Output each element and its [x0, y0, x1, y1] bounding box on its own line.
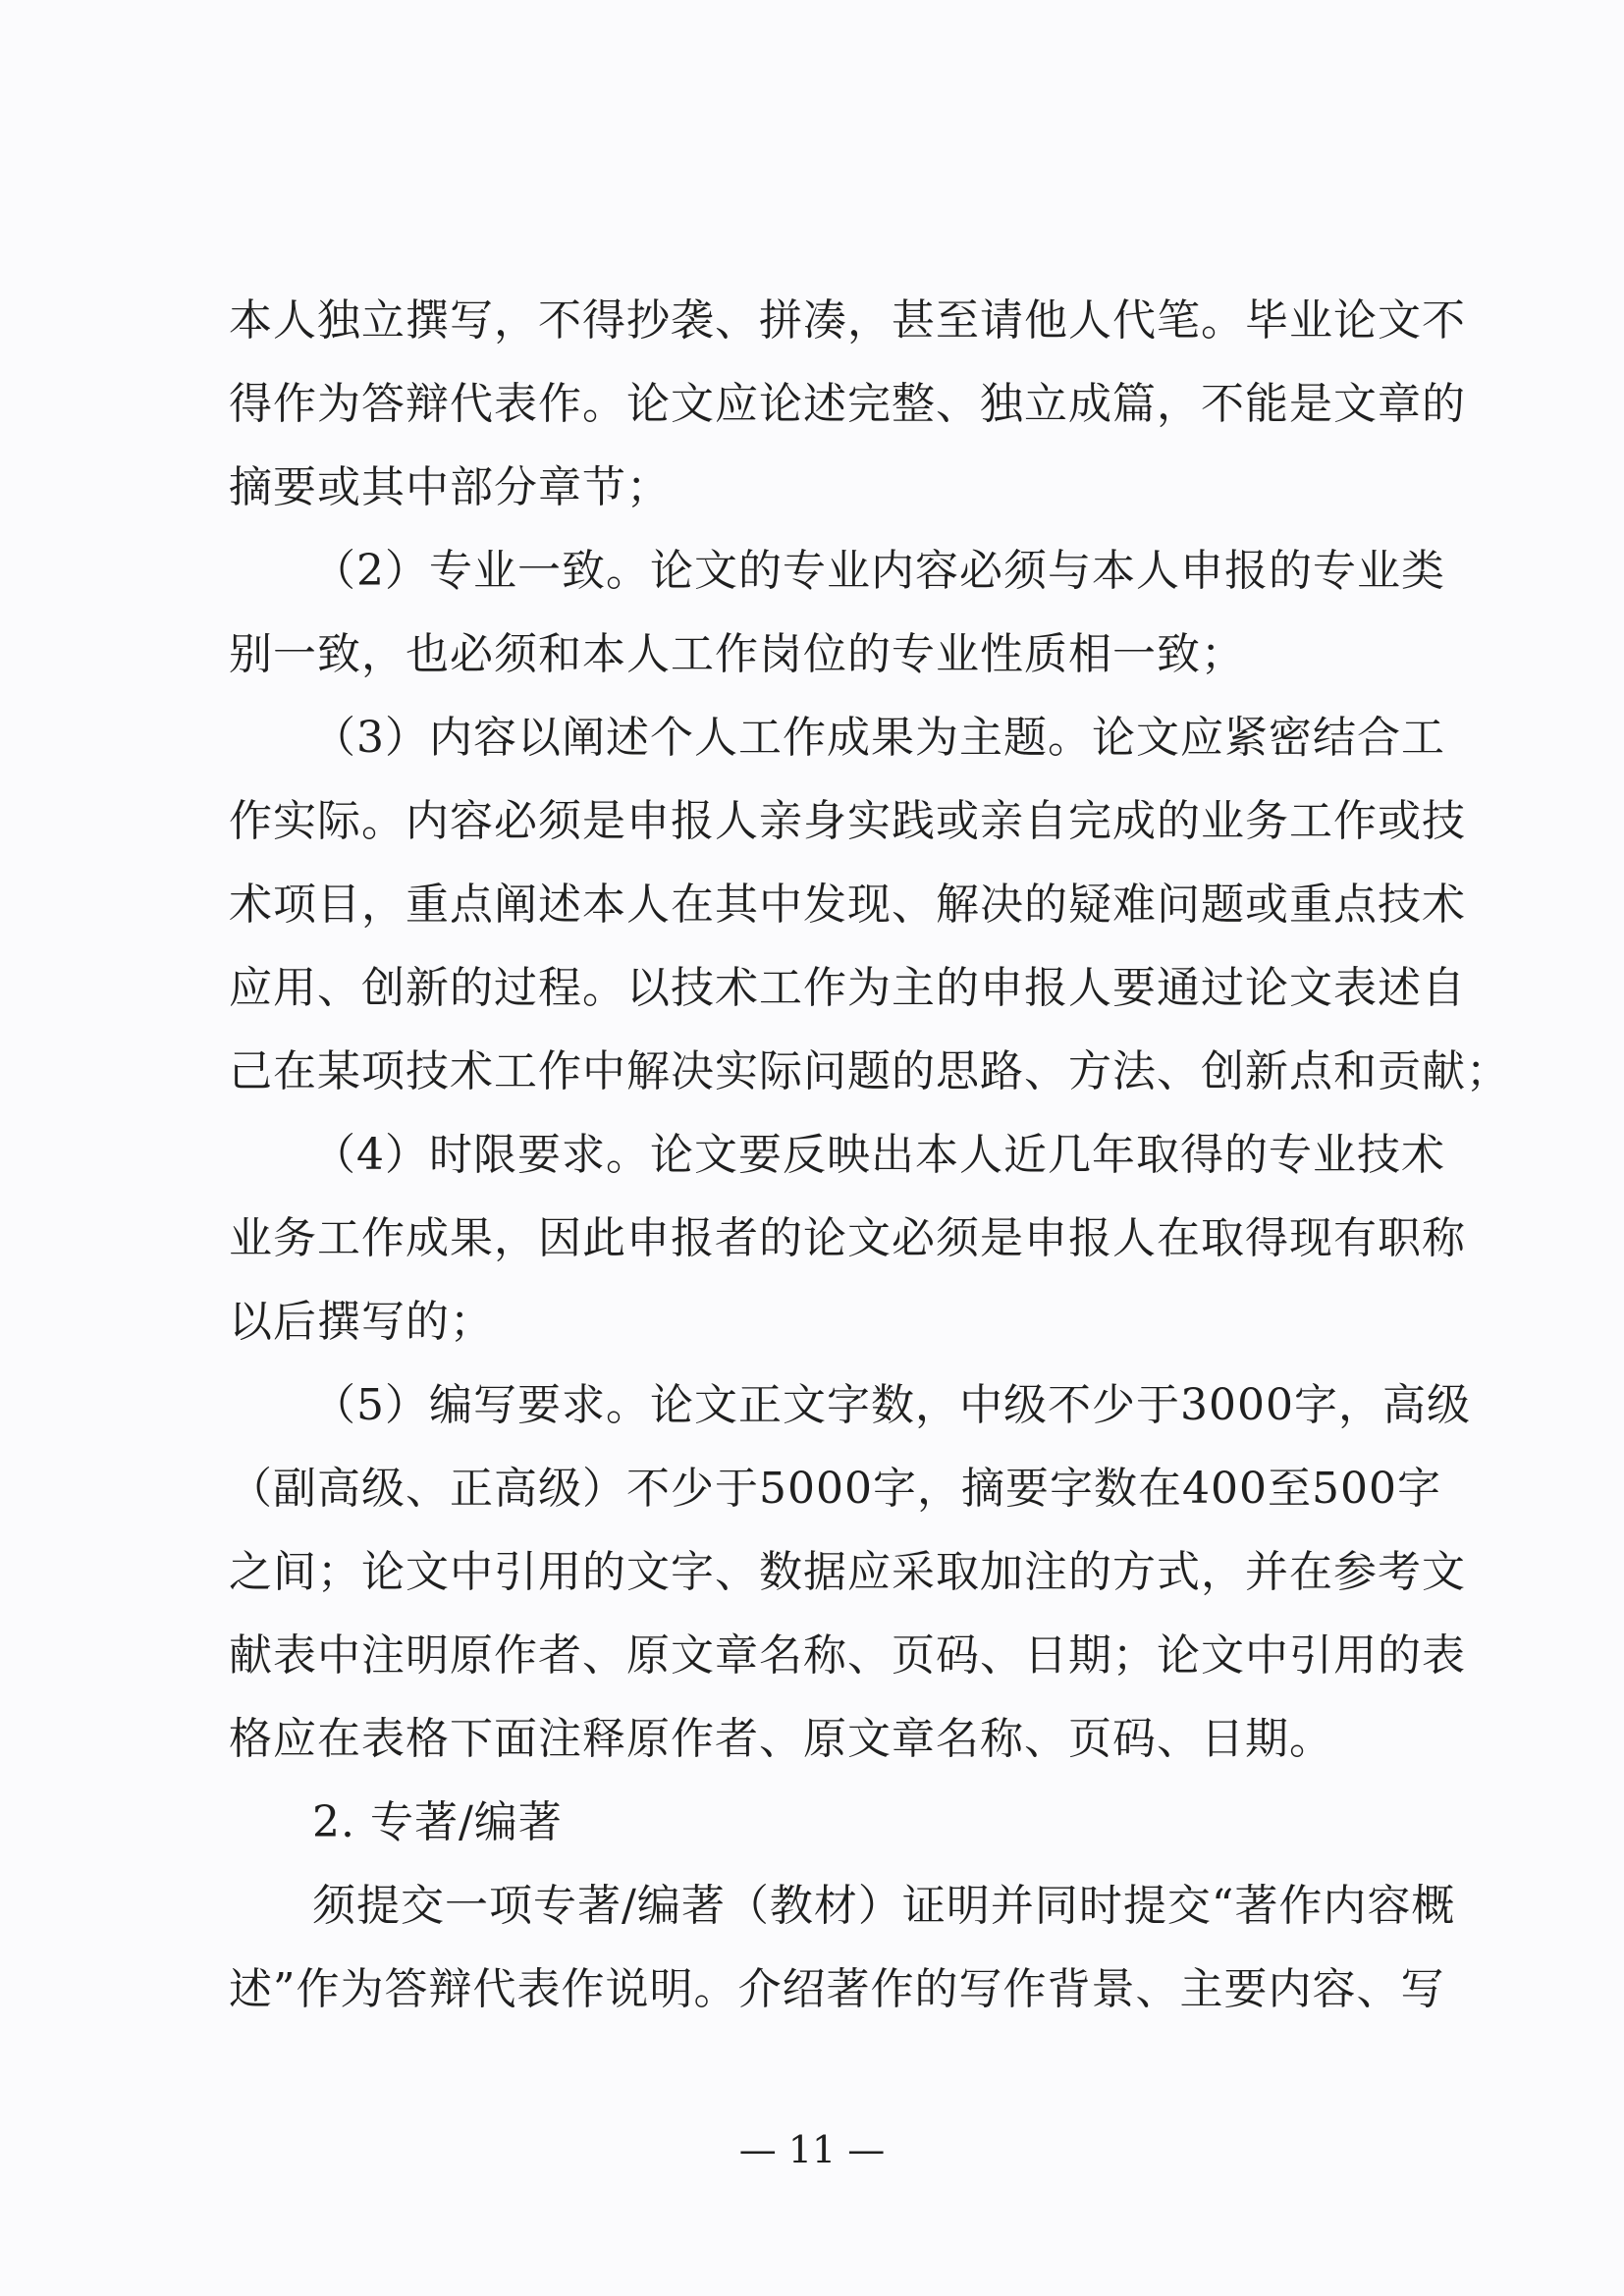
- body-line-5: 别一致，也必须和本人工作岗位的专业性质相一致；: [229, 629, 1245, 679]
- body-line-6: （3）内容以阐述个人工作成果为主题。论文应紧密结合工: [312, 713, 1445, 763]
- body-line-10: 己在某项技术工作中解决实际问题的思路、方法、创新点和贡献；: [229, 1046, 1510, 1096]
- body-line-21: 述”作为答辩代表作说明。介绍著作的写作背景、主要内容、写: [229, 1964, 1445, 2014]
- body-line-17: 献表中注明原作者、原文章名称、页码、日期；论文中引用的表: [229, 1630, 1466, 1681]
- body-line-4: （2）专业一致。论文的专业内容必须与本人申报的专业类: [312, 546, 1445, 596]
- body-line-3: 摘要或其中部分章节；: [229, 462, 671, 512]
- body-line-16: 之间；论文中引用的文字、数据应采取加注的方式，并在参考文: [229, 1547, 1466, 1597]
- body-line-1: 本人独立撰写，不得抄袭、拼凑，甚至请他人代笔。毕业论文不: [229, 295, 1466, 346]
- section-heading: 2. 专著/编著: [312, 1797, 563, 1847]
- body-line-11: （4）时限要求。论文要反映出本人近几年取得的专业技术: [312, 1130, 1445, 1180]
- body-line-7: 作实际。内容必须是申报人亲身实践或亲自完成的业务工作或技: [229, 796, 1466, 846]
- body-line-13: 以后撰写的；: [229, 1297, 494, 1347]
- page-number: — 11 —: [738, 2128, 886, 2171]
- body-line-18: 格应在表格下面注释原作者、原文章名称、页码、日期。: [229, 1714, 1333, 1764]
- body-line-15: （副高级、正高级）不少于5000字，摘要字数在400至500字: [229, 1464, 1441, 1514]
- body-line-9: 应用、创新的过程。以技术工作为主的申报人要通过论文表述自: [229, 963, 1466, 1013]
- body-line-2: 得作为答辩代表作。论文应论述完整、独立成篇，不能是文章的: [229, 379, 1466, 429]
- body-line-14: （5）编写要求。论文正文字数，中级不少于3000字，高级: [312, 1380, 1471, 1430]
- body-line-8: 术项目，重点阐述本人在其中发现、解决的疑难问题或重点技术: [229, 880, 1466, 930]
- body-line-20: 须提交一项专著/编著（教材）证明并同时提交“著作内容概: [312, 1881, 1456, 1931]
- body-line-12: 业务工作成果，因此申报者的论文必须是申报人在取得现有职称: [229, 1213, 1466, 1263]
